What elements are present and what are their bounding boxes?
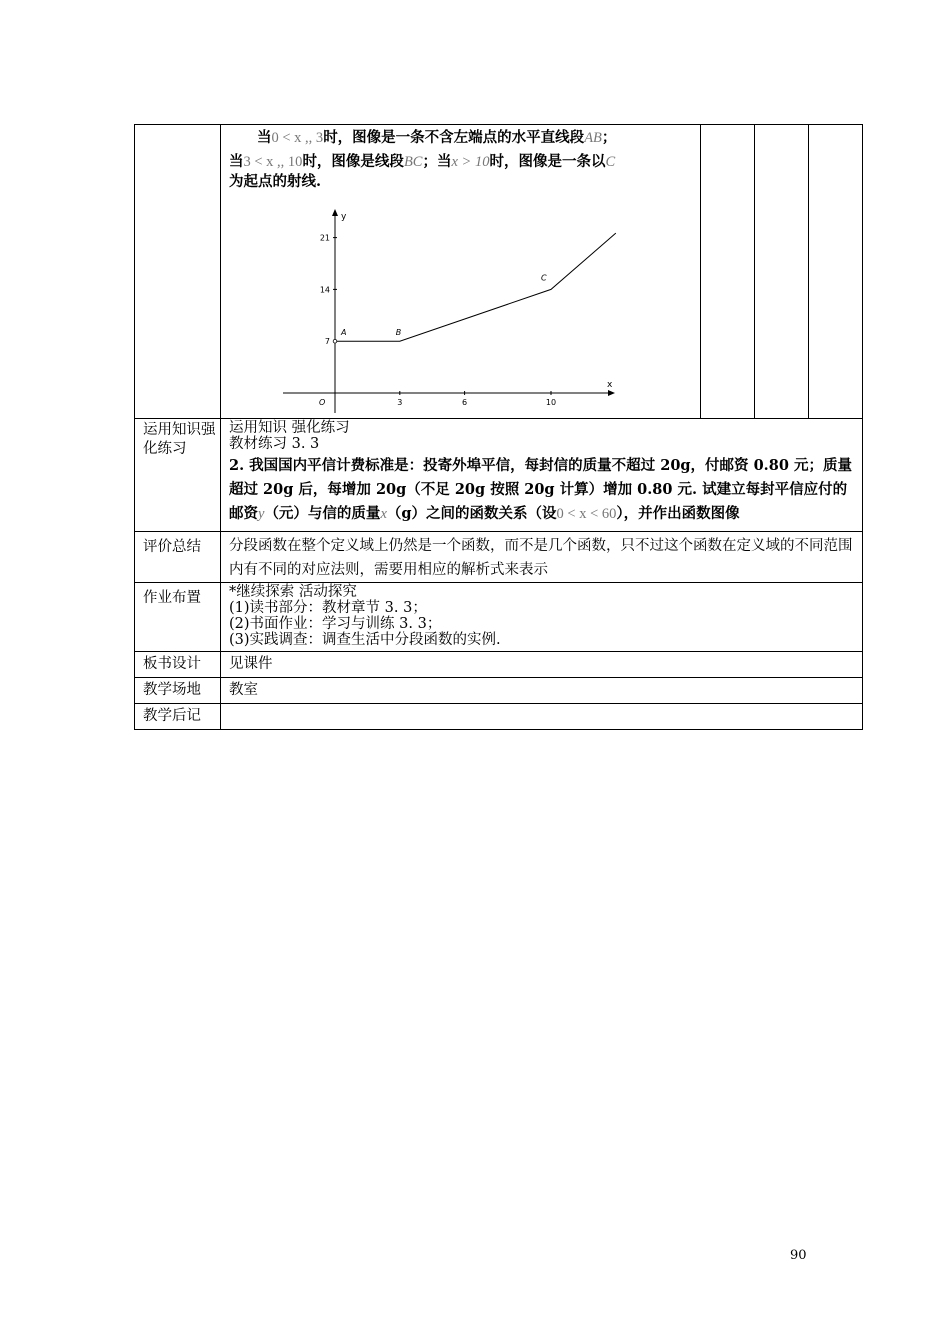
row3-label: 评价总结 — [135, 532, 221, 583]
row1-content-cell — [221, 125, 701, 419]
point-label-a: A — [341, 328, 347, 338]
row2-label: 运用知识强化练习 — [135, 419, 221, 532]
row1-empty-cell-2 — [755, 125, 809, 419]
row3-text: 分段函数在整个定义域上仍然是一个函数，而不是几个函数，只不过这个函数在定义域的不同范围内有不同的对应法则，需要用相应的解析式来表示 — [229, 538, 853, 578]
x-tick-label: 6 — [462, 398, 468, 407]
table-row — [135, 678, 863, 704]
y-axis-arrow — [332, 209, 338, 216]
page-number: 90 — [790, 1248, 807, 1263]
row1-line1: 当0 < x ,, 3时，图像是一条不含左端点的水平直线段AB； — [257, 129, 617, 146]
lesson-plan-table — [134, 124, 863, 730]
piecewise-function-graph — [283, 207, 623, 413]
table-row — [135, 652, 863, 678]
row4-line4: (3)实践调查：调查生活中分段函数的实例. — [229, 632, 501, 648]
y-tick-label: 7 — [324, 337, 330, 347]
row4-content-cell — [221, 583, 863, 652]
row4-line1: *继续探索 活动探究 — [229, 584, 357, 600]
row1-line3: 为起点的射线. — [229, 173, 322, 190]
row2-line1: 运用知识 强化练习 — [229, 420, 350, 436]
row3-content-cell — [221, 532, 863, 583]
y-axis-label: y — [341, 212, 347, 222]
table-row — [135, 583, 863, 652]
row6-text: 教室 — [229, 682, 258, 698]
x-tick-label: 3 — [397, 398, 403, 407]
open-endpoint-a — [333, 339, 337, 343]
row7-content-cell — [221, 704, 863, 730]
row6-label: 教学场地 — [135, 678, 221, 704]
function-series-line — [335, 233, 616, 341]
point-label-c: C — [541, 273, 547, 283]
row4-line2: (1)读书部分：教材章节 3. 3； — [229, 600, 427, 616]
row1-line2: 当3 < x ,, 10时，图像是线段BC；当x > 10时，图像是一条以C — [229, 153, 616, 170]
row4-label: 作业布置 — [135, 583, 221, 652]
row1-empty-cell-3 — [809, 125, 863, 419]
row1-label-cell — [135, 125, 221, 419]
row1-empty-cell-1 — [701, 125, 755, 419]
origin-label: O — [319, 398, 326, 407]
row2-problem: 2. 我国国内平信计费标准是：投寄外埠平信，每封信的质量不超过 20g，付邮资 0.80 元；质量超过 20g 后，每增加 20g（不足 20g 按照 20g 计算）增加 0.80 元. 试建立每封平信应付的邮资y（元）与信的质量x（g）之间的函数关系（设0 < x < 60），并作出函数图像 — [229, 457, 852, 522]
row2-line2: 教材练习 3. 3 — [229, 436, 320, 452]
row7-text — [221, 704, 862, 705]
row7-label: 教学后记 — [135, 704, 221, 730]
row2-content-cell — [221, 419, 863, 532]
row5-content-cell — [221, 652, 863, 678]
x-tick-label: 10 — [545, 398, 557, 407]
x-axis-arrow — [608, 390, 615, 396]
table-row — [135, 419, 863, 532]
row5-label: 板书设计 — [135, 652, 221, 678]
point-label-b: B — [395, 328, 402, 338]
table-row — [135, 125, 863, 419]
row4-line3: (2)书面作业：学习与训练 3. 3； — [229, 616, 442, 632]
x-axis-label: x — [607, 380, 613, 390]
table-row — [135, 704, 863, 730]
row6-content-cell — [221, 678, 863, 704]
table-row — [135, 532, 863, 583]
y-tick-label: 21 — [319, 233, 330, 243]
row5-text: 见课件 — [229, 656, 273, 672]
y-tick-label: 14 — [319, 285, 330, 295]
